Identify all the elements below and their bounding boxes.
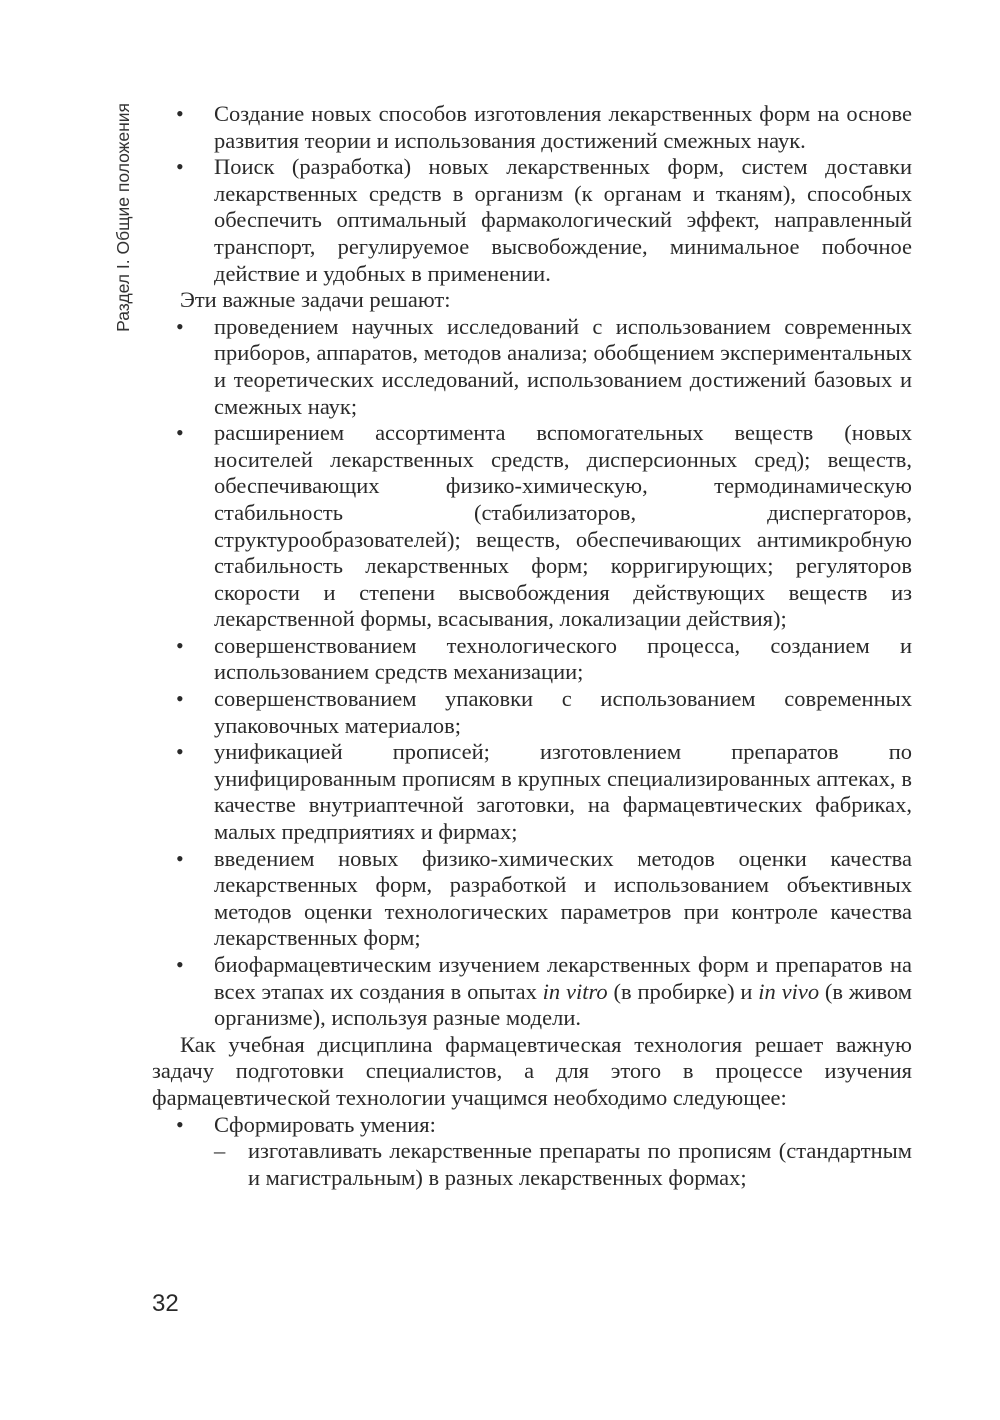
skills-list: [152, 1112, 912, 1192]
bullet: •: [176, 101, 184, 126]
discipline-paragraph: Как учебная дисциплина фармацевтическая технология решает важную задачу подготовки специалистов, а для этого в процессе изучения фармацевтической технологии учащимся необходимо следующее:: [152, 1031, 912, 1110]
list-item-text: проведением научных исследований с использованием современных приборов, аппаратов, методов анализа; обобщением экспериментальных и теоретических исследований, использованием достижений базовых и смежных наук;: [214, 313, 912, 419]
goals-list: [152, 101, 912, 287]
latin-term: in vitro: [542, 978, 608, 1004]
skills-sublist: [214, 1138, 912, 1191]
page-body: [152, 101, 912, 1191]
list-item-text: унификацией прописей; изготовлением препаратов по унифицированным прописям в крупных специализированных аптеках, в качестве внутриаптечной заготовки, на фармацевтических фабриках, малых предприятиях и фирмах;: [214, 739, 912, 845]
list-item-text: [214, 952, 912, 1030]
list-item: [152, 420, 912, 633]
list-item-text: расширением ассортимента вспомогательных веществ (новых носителей лекарственных средств, дисперсионных сред); веществ, обеспечивающих физико-химическую, термодинамическую стабильность (стабилизаторов, диспергаторов, структурообразователей); веществ, обеспечивающих антимикробную стабильность лекарственных форм; корригирующих; регуляторов скорости и степени высвобождения действующих веществ из лекарственной формы, всасывания, локализации действия);: [214, 420, 912, 632]
bullet: •: [176, 845, 184, 871]
bullet: •: [176, 1111, 184, 1137]
sublist-item: [214, 1138, 912, 1191]
list-item-text: Поиск (разработка) новых лекарственных форм, систем доставки лекарственных средств в организм (к органам и тканям), способных обеспечить оптимальный фармакологический эффект, направленный транспорт, регулируемое высвобождение, минимальное побочное действие и удобных в применении.: [214, 154, 912, 286]
running-header: Раздел I. Общие положения: [113, 103, 133, 332]
tasks-intro: Эти важные задачи решают:: [180, 287, 451, 313]
latin-term: in vivo: [758, 978, 820, 1004]
bullet: •: [176, 739, 184, 765]
sublist-item-text: изготавливать лекарственные препараты по прописям (стандартным и магистральным) в разных лекарственных формах;: [248, 1138, 912, 1190]
list-item-text: совершенствованием упаковки с использованием современных упаковочных материалов;: [214, 686, 912, 738]
bullet: •: [176, 154, 184, 180]
list-item-text: введением новых физико-химических методов оценки качества лекарственных форм, разработкой и использованием объективных методов оценки технологических параметров при контроле качества лекарственных форм;: [214, 845, 912, 951]
list-item: [152, 686, 912, 739]
bullet: •: [176, 686, 184, 712]
bullet: •: [176, 420, 184, 446]
list-item: [152, 739, 912, 845]
list-item: [152, 1112, 912, 1192]
list-item: [152, 101, 912, 154]
bullet: •: [176, 313, 184, 339]
list-item-text: Создание новых способов изготовления лекарственных форм на основе развития теории и использования достижений смежных наук.: [214, 101, 912, 153]
tasks-list: [152, 314, 912, 1032]
list-item: [152, 952, 912, 1032]
list-item: [152, 154, 912, 287]
skills-heading: Сформировать умения:: [214, 1111, 436, 1137]
bullet: •: [176, 952, 184, 977]
text-fragment: (в пробирке) и: [607, 978, 759, 1004]
list-item-text: совершенствованием технологического процесса, созданием и использованием средств механизации;: [214, 632, 912, 685]
list-item: [152, 846, 912, 952]
bullet: •: [176, 632, 184, 658]
list-item: [152, 633, 912, 686]
text-fragment: (в живом организме), используя разные модели.: [214, 978, 912, 1031]
dash: –: [214, 1138, 226, 1164]
page-number: 32: [152, 1290, 179, 1317]
text-fragment: биофармацевтическим изучением лекарственных форм и препаратов на всех этапах их создания в опытах: [214, 952, 912, 1004]
list-item: [152, 314, 912, 420]
